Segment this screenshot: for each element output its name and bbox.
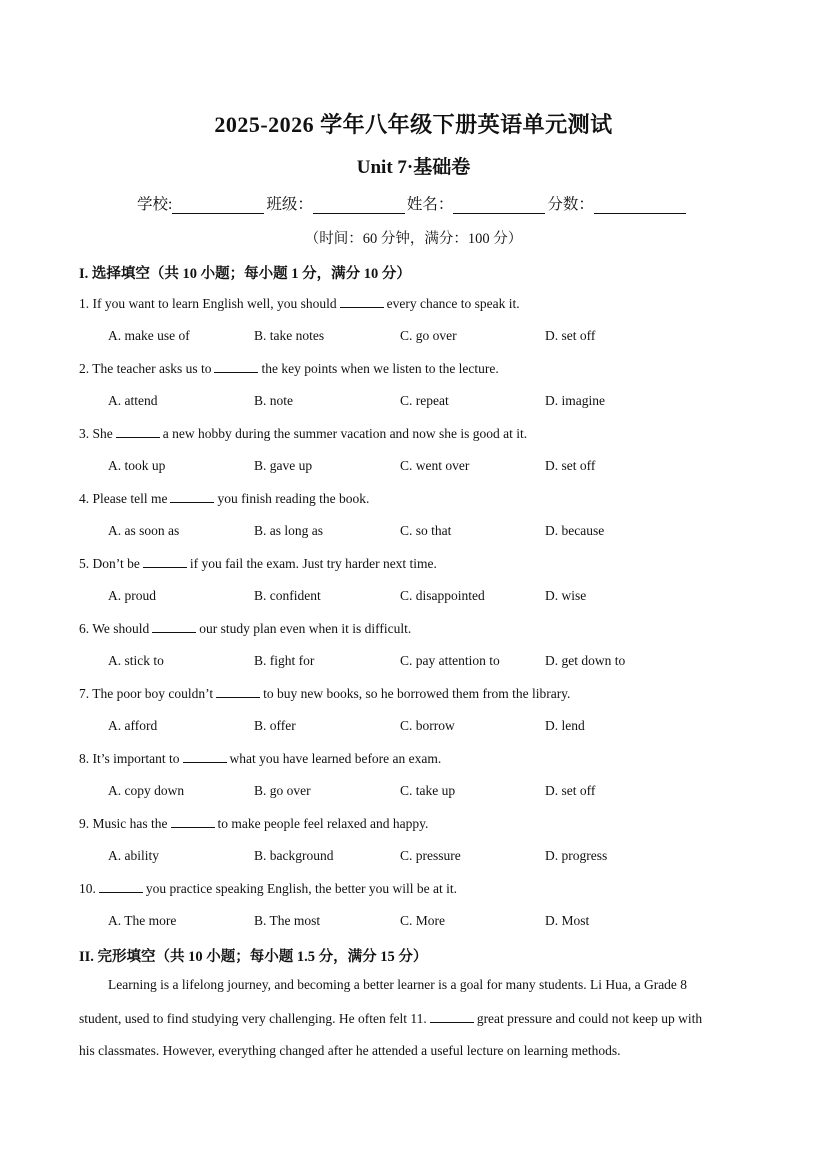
question-stem-pre: 6. We should: [79, 621, 150, 636]
answer-blank[interactable]: [340, 295, 384, 308]
school-blank[interactable]: [172, 195, 264, 214]
question-stem-pre: 2. The teacher asks us to: [79, 361, 212, 376]
answer-blank[interactable]: [214, 360, 258, 373]
question-stem-pre: 5. Don’t be: [79, 556, 140, 571]
name-blank[interactable]: [453, 195, 545, 214]
question-8: [79, 750, 441, 767]
option-b[interactable]: B. confident: [254, 588, 321, 603]
question-10-options: [108, 913, 788, 931]
option-c[interactable]: C. disappointed: [400, 588, 485, 603]
question-stem-post: every chance to speak it.: [386, 296, 520, 311]
student-info-row: [137, 192, 688, 214]
answer-blank[interactable]: [171, 815, 215, 828]
question-stem-post: if you fail the exam. Just try harder next time.: [189, 556, 437, 571]
question-stem-post: the key points when we listen to the lecture.: [261, 361, 499, 376]
question-1-options: [108, 328, 788, 346]
question-stem-post: a new hobby during the summer vacation and now she is good at it.: [162, 426, 528, 441]
option-a[interactable]: A. proud: [108, 588, 156, 603]
question-6-options: [108, 653, 788, 671]
option-c[interactable]: C. went over: [400, 458, 470, 473]
question-3: [79, 425, 527, 442]
answer-blank[interactable]: [99, 880, 143, 893]
question-stem-pre: 8. It’s important to: [79, 751, 180, 766]
question-9: [79, 815, 428, 832]
question-10: [79, 880, 457, 897]
option-c[interactable]: C. repeat: [400, 393, 449, 408]
question-stem-post: to buy new books, so he borrowed them from the library.: [263, 686, 571, 701]
option-c[interactable]: C. More: [400, 913, 445, 928]
option-a[interactable]: A. make use of: [108, 328, 190, 343]
exam-subtitle: Unit 7·基础卷: [356, 157, 471, 178]
option-b[interactable]: B. gave up: [254, 458, 313, 473]
option-d[interactable]: D. lend: [545, 718, 585, 733]
question-stem-post: you practice speaking English, the better you will be at it.: [145, 881, 458, 896]
option-b[interactable]: B. go over: [254, 783, 311, 798]
section-1-heading: I. 选择填空（共 10 小题；每小题 1 分，满分 10 分）: [79, 266, 411, 282]
passage-line-2-post: great pressure and could not keep up with: [476, 1011, 703, 1026]
question-7: [79, 685, 570, 702]
option-a[interactable]: A. ability: [108, 848, 159, 863]
option-d[interactable]: D. set off: [545, 783, 596, 798]
option-a[interactable]: A. afford: [108, 718, 158, 733]
option-b[interactable]: B. as long as: [254, 523, 323, 538]
question-2-options: [108, 393, 788, 411]
option-d[interactable]: D. set off: [545, 458, 596, 473]
option-a[interactable]: A. as soon as: [108, 523, 180, 538]
question-3-options: [108, 458, 788, 476]
option-d[interactable]: D. Most: [545, 913, 590, 928]
option-c[interactable]: C. take up: [400, 783, 456, 798]
passage-line-2-pre: student, used to find studying very challenging. He often felt 11.: [79, 1011, 427, 1026]
question-stem-pre: 1. If you want to learn English well, you should: [79, 296, 337, 311]
option-c[interactable]: C. pressure: [400, 848, 461, 863]
answer-blank[interactable]: [216, 685, 260, 698]
question-stem-pre: 3. She: [79, 426, 113, 441]
question-5: [79, 555, 437, 572]
option-b[interactable]: B. take notes: [254, 328, 325, 343]
option-a[interactable]: A. copy down: [108, 783, 185, 798]
question-stem-pre: 7. The poor boy couldn’t: [79, 686, 214, 701]
option-c[interactable]: C. go over: [400, 328, 457, 343]
option-d[interactable]: D. progress: [545, 848, 608, 863]
question-2: [79, 360, 499, 377]
answer-blank[interactable]: [183, 750, 227, 763]
class-label: 班级：: [266, 196, 313, 213]
option-b[interactable]: B. note: [254, 393, 293, 408]
question-stem-pre: 4. Please tell me: [79, 491, 168, 506]
question-8-options: [108, 783, 788, 801]
passage-line-1: Learning is a lifelong journey, and becoming a better learner is a goal for many students. Li Hua, a Grade 8: [108, 977, 688, 992]
option-b[interactable]: B. background: [254, 848, 334, 863]
question-9-options: [108, 848, 788, 866]
question-stem-post: what you have learned before an exam.: [229, 751, 442, 766]
option-c[interactable]: C. so that: [400, 523, 452, 538]
option-a[interactable]: A. attend: [108, 393, 158, 408]
question-5-options: [108, 588, 788, 606]
school-label: 学校:: [137, 196, 173, 213]
passage-line-2: [79, 1010, 702, 1027]
score-blank[interactable]: [594, 195, 686, 214]
question-6: [79, 620, 411, 637]
answer-blank[interactable]: [430, 1010, 474, 1023]
question-stem-pre: 9. Music has the: [79, 816, 168, 831]
answer-blank[interactable]: [143, 555, 187, 568]
passage-line-3: his classmates. However, everything changed after he attended a useful lecture on learning methods.: [79, 1043, 621, 1058]
option-d[interactable]: D. wise: [545, 588, 587, 603]
answer-blank[interactable]: [116, 425, 160, 438]
question-stem-post: our study plan even when it is difficult.: [199, 621, 412, 636]
question-4-options: [108, 523, 788, 541]
option-d[interactable]: D. set off: [545, 328, 596, 343]
option-a[interactable]: A. took up: [108, 458, 166, 473]
name-label: 姓名：: [406, 196, 454, 213]
option-a[interactable]: A. stick to: [108, 653, 164, 668]
question-stem-post: you finish reading the book.: [217, 491, 370, 506]
option-d[interactable]: D. get down to: [545, 653, 626, 668]
option-d[interactable]: D. imagine: [545, 393, 605, 408]
answer-blank[interactable]: [152, 620, 196, 633]
question-7-options: [108, 718, 788, 736]
score-label: 分数：: [547, 196, 594, 213]
section-2-heading: II. 完形填空（共 10 小题；每小题 1.5 分，满分 15 分）: [79, 949, 428, 965]
option-b[interactable]: B. The most: [254, 913, 321, 928]
option-d[interactable]: D. because: [545, 523, 605, 538]
time-note: （时间：60 分钟，满分：100 分）: [304, 231, 523, 247]
exam-title: 2025-2026 学年八年级下册英语单元测试: [214, 112, 613, 137]
question-1: [79, 295, 520, 312]
option-b[interactable]: B. offer: [254, 718, 296, 733]
option-b[interactable]: B. fight for: [254, 653, 315, 668]
question-stem-pre: 10.: [79, 881, 96, 896]
question-stem-post: to make people feel relaxed and happy.: [217, 816, 429, 831]
option-a[interactable]: A. The more: [108, 913, 177, 928]
class-blank[interactable]: [313, 195, 405, 214]
option-c[interactable]: C. borrow: [400, 718, 455, 733]
question-4: [79, 490, 369, 507]
answer-blank[interactable]: [170, 490, 214, 503]
option-c[interactable]: C. pay attention to: [400, 653, 500, 668]
